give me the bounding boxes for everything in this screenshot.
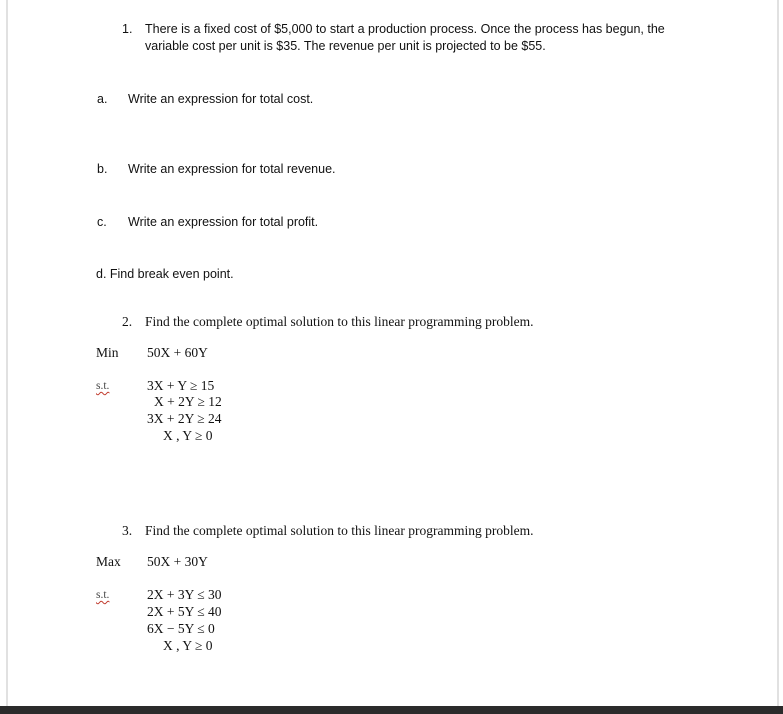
q3-objective-type: Max [96, 554, 121, 569]
page-border-left [6, 0, 8, 706]
q2-constraint-1: 3X + Y ≥ 15 [147, 378, 215, 393]
q1-part-d: d. Find break even point. [96, 267, 234, 281]
q3-prompt: Find the complete optimal solution to this linear programming problem. [145, 523, 534, 538]
q1-text-line2: variable cost per unit is $35. The revenue per unit is projected to be $55. [145, 39, 546, 53]
bottom-status-bar [0, 706, 783, 714]
q1-part-a-text: Write an expression for total cost. [128, 92, 314, 106]
q1-part-a-label: a. [97, 92, 108, 106]
q1-part-b-text: Write an expression for total revenue. [128, 162, 336, 176]
q2-prompt: Find the complete optimal solution to this linear programming problem. [145, 314, 534, 329]
q2-objective-type: Min [96, 345, 119, 360]
q3-number: 3. [122, 523, 133, 538]
q3-constraint-1: 2X + 3Y ≤ 30 [147, 587, 222, 602]
q1-part-c-text: Write an expression for total profit. [128, 215, 319, 229]
q1-part-c-label: c. [97, 215, 107, 229]
q1-text-line1: There is a fixed cost of $5,000 to start a production process. Once the process has begun, the [145, 22, 665, 36]
q2-objective: 50X + 60Y [147, 345, 208, 360]
q3-constraint-4: X , Y ≥ 0 [163, 638, 213, 653]
q3-constraint-3: 6X − 5Y ≤ 0 [147, 621, 215, 636]
q2-constraint-4: X , Y ≥ 0 [163, 428, 213, 443]
q2-st-label: s.t. [96, 380, 110, 392]
q3-st-label: s.t. [96, 589, 110, 601]
q3-objective: 50X + 30Y [147, 554, 208, 569]
q2-number: 2. [122, 314, 133, 329]
q1-part-b-label: b. [97, 162, 108, 176]
q3-constraint-2: 2X + 5Y ≤ 40 [147, 604, 222, 619]
q2-constraint-3: 3X + 2Y ≥ 24 [147, 411, 222, 426]
page-border-right [777, 0, 779, 706]
q2-constraint-2: X + 2Y ≥ 12 [154, 394, 222, 409]
q1-number: 1. [122, 22, 133, 36]
